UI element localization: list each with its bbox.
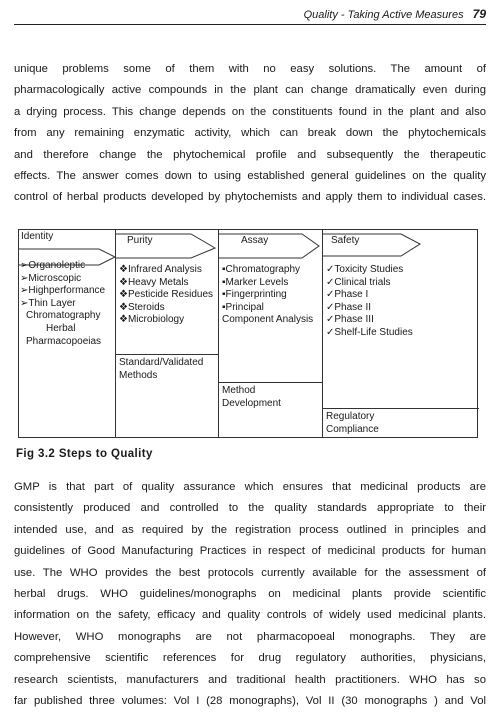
header-rule: [14, 24, 486, 25]
column-divider: [115, 230, 116, 437]
safety-header: Safety: [331, 235, 360, 246]
running-title: Quality - Taking Active Measures: [303, 9, 464, 21]
paragraph-line: far published three volumes: Vol I (28 monographs), Vol II (30 monographs ) and Vol: [14, 695, 486, 708]
step-box-border: [115, 354, 218, 355]
assay-item: ▪Chromatography: [222, 264, 301, 275]
assay-step: [222, 385, 321, 410]
paragraph-line: use. The WHO provides the best protocols currently available for the assessment of: [14, 566, 486, 579]
step-box-border: [218, 382, 322, 383]
identity-header: Identity: [21, 231, 54, 242]
purity-step: [119, 357, 217, 382]
step-box-border: [322, 408, 479, 409]
paragraph-line: from any remaining enzymatic activity, which can break down the phytochemicals: [14, 127, 486, 140]
page-number: 79: [472, 7, 486, 21]
paragraph-gmp: [14, 477, 486, 712]
paragraph-line: comprehensive scientific references for drug regulatory authorities, physicians,: [14, 652, 486, 665]
identity-item: ➢Thin Layer: [20, 297, 76, 309]
safety-item: ✓Shelf-Life Studies: [326, 326, 413, 338]
safety-item: ✓Phase II: [326, 301, 372, 313]
safety-item: ✓Toxicity Studies: [326, 264, 404, 275]
identity-item: Chromatography: [26, 310, 101, 322]
paragraph-intro: [14, 59, 486, 209]
identity-item: Herbal: [46, 322, 76, 334]
purity-item: ❖Steroids: [119, 301, 165, 313]
purity-item: ❖Microbiology: [119, 314, 185, 326]
safety-step: [326, 411, 476, 436]
paragraph-line: unique problems some of them with no easy solutions. The amount of: [14, 63, 486, 75]
identity-item: ➢Highperformance: [20, 285, 106, 297]
purity-step-line: Standard/Validated: [119, 357, 204, 368]
purity-item: ❖Pesticide Residues: [119, 289, 214, 301]
assay-item: ▪Marker Levels: [222, 276, 289, 288]
assay-item: ▪Principal: [222, 301, 264, 313]
safety-item: ✓Phase I: [326, 289, 369, 301]
paragraph-line: effects. The answer comes down to using established general guidelines on the quality: [14, 170, 486, 183]
paragraph-line: research scientists, manufacturers and traditional health practitioners. WHO has so: [14, 673, 486, 686]
paragraph-line: a drying process. This change depends on the constituents found in the plant and also: [14, 105, 486, 118]
purity-list: [119, 264, 217, 327]
purity-item: ❖Heavy Metals: [119, 276, 189, 288]
paragraph-line: GMP is that part of quality assurance which ensures that medicinal products are: [14, 481, 486, 493]
safety-list: [326, 264, 476, 340]
paragraph-line: pharmacologically active compounds in the plant can change dramatically even during: [14, 84, 486, 97]
figure-caption: Fig 3.2 Steps to Quality: [16, 448, 153, 460]
identity-item: Pharmacopoeias: [26, 335, 102, 347]
assay-item: ▪Fingerprinting: [222, 289, 287, 301]
assay-arrow: [218, 234, 319, 258]
identity-item: ➢Microscopic: [20, 272, 82, 284]
column-divider: [322, 230, 323, 437]
safety-step-line: Compliance: [326, 423, 379, 435]
assay-item: Component Analysis: [222, 314, 314, 326]
identity-item: ➢Organoleptic: [20, 260, 86, 271]
assay-header: Assay: [241, 235, 269, 246]
purity-item: ❖Infrared Analysis: [119, 264, 202, 275]
paragraph-line: guidelines of Good Manufacturing Practices in respect of medicinal products for human: [14, 545, 486, 558]
assay-step-line: Method: [222, 385, 256, 396]
safety-item: ✓Phase III: [326, 314, 374, 326]
paragraph-line: herbal drugs. WHO guidelines/monographs on medicinal plants provide scientific: [14, 588, 486, 601]
safety-step-line: Regulatory: [326, 411, 375, 422]
purity-step-line: Methods: [119, 369, 158, 381]
safety-item: ✓Clinical trials: [326, 276, 391, 288]
paragraph-line: control of herbal products developed by phytochemists and apply them to individual cases.: [14, 191, 486, 204]
paragraph-line: and therefore change the phytochemical profile and subsequently the therapeutic: [14, 148, 486, 161]
steps-to-quality-figure: [18, 229, 478, 438]
purity-header: Purity: [127, 235, 153, 246]
column-divider: [218, 230, 219, 437]
identity-list: [20, 260, 114, 348]
paragraph-line: information on the safety, efficacy and quality controls of widely used medicinal plants.: [14, 609, 486, 622]
running-header: [304, 7, 486, 21]
paragraph-line: consistently produced and controlled to the quality standards appropriate to their: [14, 502, 486, 515]
paragraph-line: intended use, and as required by the registration process outlined in principles and: [14, 523, 486, 536]
assay-list: [222, 264, 321, 327]
assay-step-line: Development: [222, 397, 281, 409]
paragraph-line: However, WHO monographs are not pharmacopoeal monographs. They are: [14, 630, 486, 643]
